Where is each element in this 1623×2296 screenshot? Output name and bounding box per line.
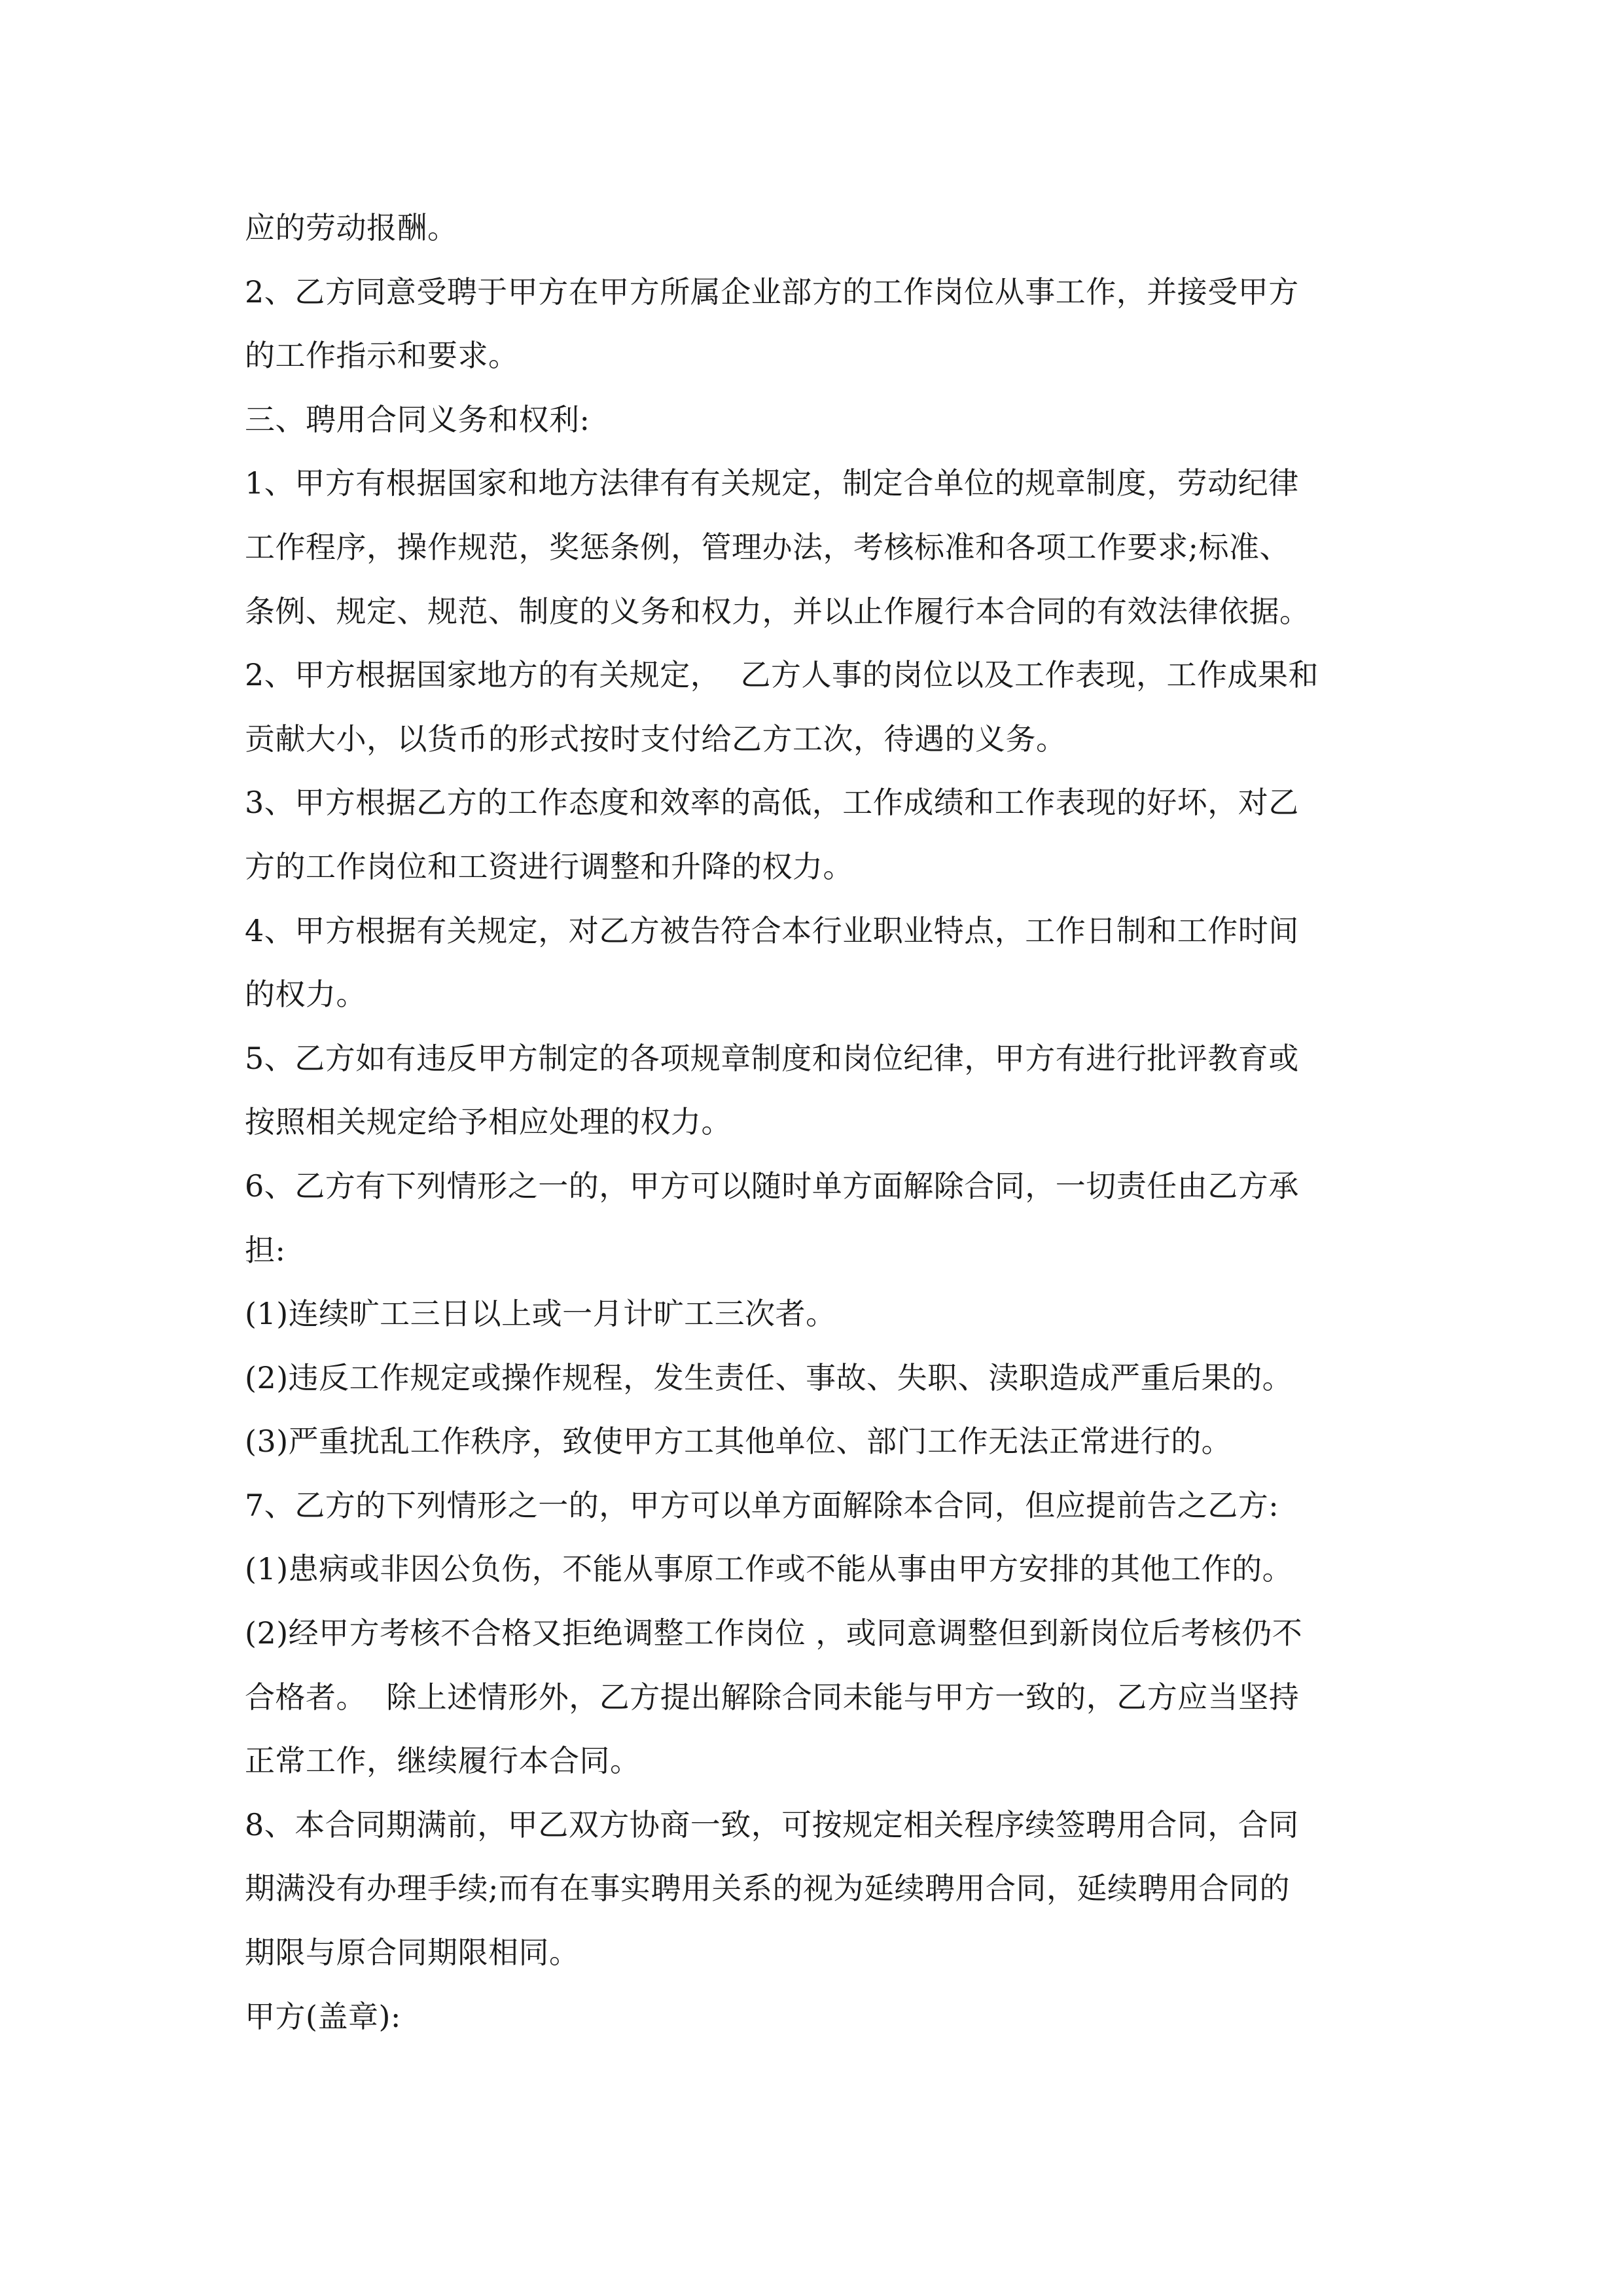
text-line: 正常工作，继续履行本合同。 xyxy=(245,1743,641,1779)
text-line: 1、甲方有根据国家和地方法律有有关规定，制定合单位的规章制度，劳动纪律 xyxy=(245,465,1299,501)
text-line: 应的劳动报酬。 xyxy=(245,210,458,245)
text-line: 8、本合同期满前，甲乙双方协商一致，可按规定相关程序续签聘用合同，合同 xyxy=(245,1806,1299,1842)
text-line: 5、乙方如有违反甲方制定的各项规章制度和岗位纪律，甲方有进行批评教育或 xyxy=(245,1040,1299,1076)
text-line: 2、乙方同意受聘于甲方在甲方所属企业部方的工作岗位从事工作，并接受甲方 xyxy=(245,274,1299,310)
text-line: 4、甲方根据有关规定，对乙方被告符合本行业职业特点，工作日制和工作时间 xyxy=(245,912,1299,948)
text-line: (3)严重扰乱工作秩序，致使甲方工其他单位、部门工作无法正常进行的。 xyxy=(245,1424,1232,1460)
text-line: (2)违反工作规定或操作规程，发生责任、事故、失职、渎职造成严重后果的。 xyxy=(245,1359,1293,1395)
text-line: 期满没有办理手续;而有在事实聘用关系的视为延续聘用合同，延续聘用合同的 xyxy=(245,1871,1290,1907)
text-line: 2、甲方根据国家地方的有关规定， 乙方人事的岗位以及工作表现，工作成果和 xyxy=(245,657,1319,693)
text-line: (2)经甲方考核不合格又拒绝调整工作岗位 ，或同意调整但到新岗位后考核仍不 xyxy=(245,1615,1303,1651)
text-line: 期限与原合同期限相同。 xyxy=(245,1935,580,1971)
text-line: 的工作指示和要求。 xyxy=(245,338,519,374)
contract-text xyxy=(245,196,1423,2049)
text-line: 贡献大小，以货币的形式按时支付给乙方工次，待遇的义务。 xyxy=(245,721,1067,757)
text-line: (1)患病或非因公负伤，不能从事原工作或不能从事由甲方安排的其他工作的。 xyxy=(245,1551,1293,1587)
text-line: 方的工作岗位和工资进行调整和升降的权力。 xyxy=(245,848,853,884)
section-heading: 三、聘用合同义务和权利: xyxy=(245,401,590,437)
text-line: 的权力。 xyxy=(245,977,366,1013)
text-line: 7、乙方的下列情形之一的，甲方可以单方面解除本合同，但应提前告之乙方: xyxy=(245,1487,1279,1523)
text-line: 3、甲方根据乙方的工作态度和效率的高低，工作成绩和工作表现的好坏，对乙 xyxy=(245,785,1299,821)
text-line: 按照相关规定给予相应处理的权力。 xyxy=(245,1104,732,1140)
text-line: (1)连续旷工三日以上或一月计旷工三次者。 xyxy=(245,1296,836,1332)
text-line: 合格者。 除上述情形外，乙方提出解除合同未能与甲方一致的，乙方应当坚持 xyxy=(245,1679,1300,1715)
text-line: 6、乙方有下列情形之一的，甲方可以随时单方面解除合同，一切责任由乙方承 xyxy=(245,1168,1299,1204)
text-line: 条例、规定、规范、制度的义务和权力，并以止作履行本合同的有效法律依据。 xyxy=(245,593,1310,629)
text-line: 担: xyxy=(245,1232,286,1268)
signature-label: 甲方(盖章): xyxy=(245,1998,401,2034)
text-line: 工作程序，操作规范，奖惩条例，管理办法，考核标准和各项工作要求;标准、 xyxy=(245,529,1290,565)
